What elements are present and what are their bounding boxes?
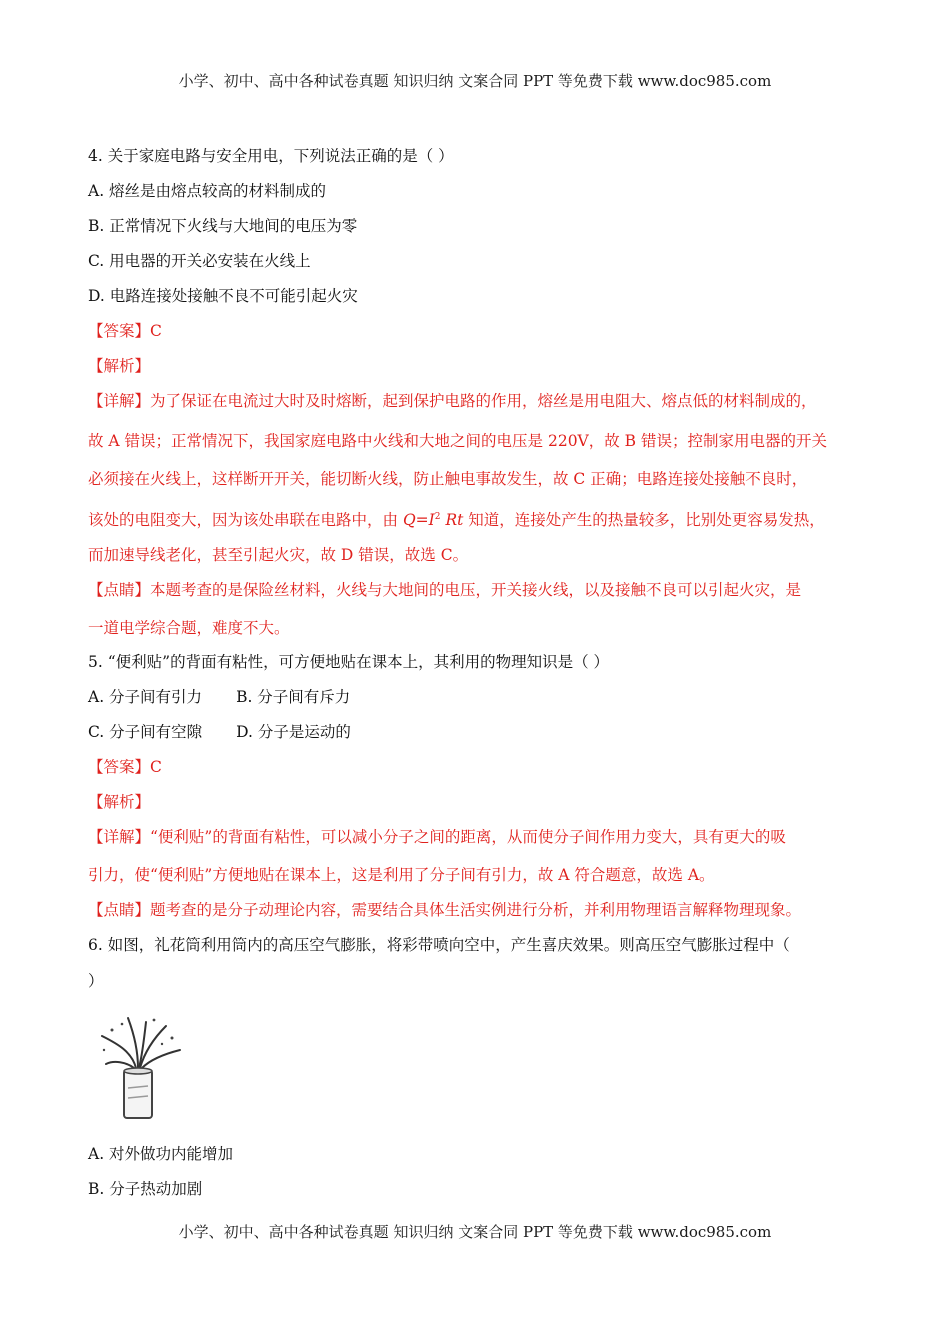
q4-option-a: A. 熔丝是由熔点较高的材料制成的 bbox=[88, 182, 327, 200]
q5-options-row-1 bbox=[88, 686, 350, 708]
q5-detail-line-1: 【详解】“便利贴”的背面有粘性，可以减小分子之间的距离，从而使分子间作用力变大，具有更大的吸 bbox=[88, 828, 786, 846]
q5-detail-line-2: 引力，使“便利贴”方便地贴在课本上，这是利用了分子间有引力，故 A 符合题意，故选 A。 bbox=[88, 866, 715, 884]
q5-stem: 5. “便利贴”的背面有粘性，可方便地贴在课本上，其利用的物理知识是（ ） bbox=[88, 653, 609, 671]
q4-detail-line-2: 故 A 错误；正常情况下，我国家庭电路中火线和大地之间的电压是 220V，故 B 错误；控制家用电器的开关 bbox=[88, 432, 828, 450]
formula-rt: Rt bbox=[440, 511, 464, 530]
q5-option-c: C. 分子间有空隙 bbox=[88, 723, 203, 741]
q4-answer-value: C bbox=[150, 322, 162, 340]
q5-answer bbox=[88, 756, 162, 778]
q4-detail-line-4-b: 知道，连接处产生的热量较多，比别处更容易发热， bbox=[463, 511, 825, 530]
q6-stem-line-1: 6. 如图，礼花筒利用筒内的高压空气膨胀，将彩带喷向空中，产生喜庆效果。则高压空气膨胀过程中（ bbox=[88, 936, 790, 954]
party-popper-figure bbox=[92, 1010, 188, 1122]
q4-stem: 4. 关于家庭电路与安全用电，下列说法正确的是（ ） bbox=[88, 147, 454, 165]
q4-detail-line-3: 必须接在火线上，这样断开开关，能切断火线，防止触电事故发生，故 C 正确；电路连接处接触不良时， bbox=[88, 470, 808, 488]
q4-answer-tag: 【答案】 bbox=[88, 322, 151, 340]
q4-comment-line-2: 一道电学综合题，难度不大。 bbox=[88, 619, 290, 637]
q5-option-a: A. 分子间有引力 bbox=[88, 688, 203, 706]
q4-answer bbox=[88, 320, 162, 342]
q4-analysis-tag: 【解析】 bbox=[88, 357, 151, 375]
q6-option-b: B. 分子热动加剧 bbox=[88, 1180, 203, 1198]
q4-option-b: B. 正常情况下火线与大地间的电压为零 bbox=[88, 217, 358, 235]
q5-answer-value: C bbox=[150, 758, 162, 776]
q4-detail-line-5: 而加速导线老化，甚至引起火灾，故 D 错误，故选 C。 bbox=[88, 546, 469, 564]
formula-i: I bbox=[428, 511, 435, 530]
q6-stem-line-2: ） bbox=[88, 972, 104, 990]
formula-eq: = bbox=[415, 511, 429, 530]
formula-q: Q bbox=[402, 511, 416, 530]
page-footer: 小学、初中、高中各种试卷真题 知识归纳 文案合同 PPT 等免费下载 www.doc985.com bbox=[178, 1223, 772, 1241]
q4-comment-line-1: 【点睛】本题考查的是保险丝材料，火线与大地间的电压，开关接火线，以及接触不良可以引起火灾，是 bbox=[88, 581, 802, 599]
q5-analysis-tag: 【解析】 bbox=[88, 793, 151, 811]
q6-option-a: A. 对外做功内能增加 bbox=[88, 1145, 234, 1163]
q5-option-d: D. 分子是运动的 bbox=[236, 723, 351, 741]
formula-exp: 2 bbox=[434, 512, 441, 522]
page-header: 小学、初中、高中各种试卷真题 知识归纳 文案合同 PPT 等免费下载 www.doc985.com bbox=[178, 72, 772, 90]
q4-detail-line-4-a: 该处的电阻变大，因为该处串联在电路中，由 bbox=[88, 511, 403, 530]
q4-option-d: D. 电路连接处接触不良不可能引起火灾 bbox=[88, 287, 358, 305]
q5-comment: 【点睛】题考查的是分子动理论内容，需要结合具体生活实例进行分析，并利用物理语言解释物理现象。 bbox=[88, 901, 802, 919]
q4-detail-line-1: 【详解】为了保证在电流过大时及时熔断，起到保护电路的作用，熔丝是用电阻大、熔点低的材料制成的， bbox=[88, 392, 817, 410]
q4-detail-line-4 bbox=[88, 506, 825, 531]
q5-options-row-2 bbox=[88, 721, 351, 743]
q4-option-c: C. 用电器的开关必安装在火线上 bbox=[88, 252, 311, 270]
q5-answer-tag: 【答案】 bbox=[88, 758, 151, 776]
q5-option-b: B. 分子间有斥力 bbox=[236, 688, 351, 706]
